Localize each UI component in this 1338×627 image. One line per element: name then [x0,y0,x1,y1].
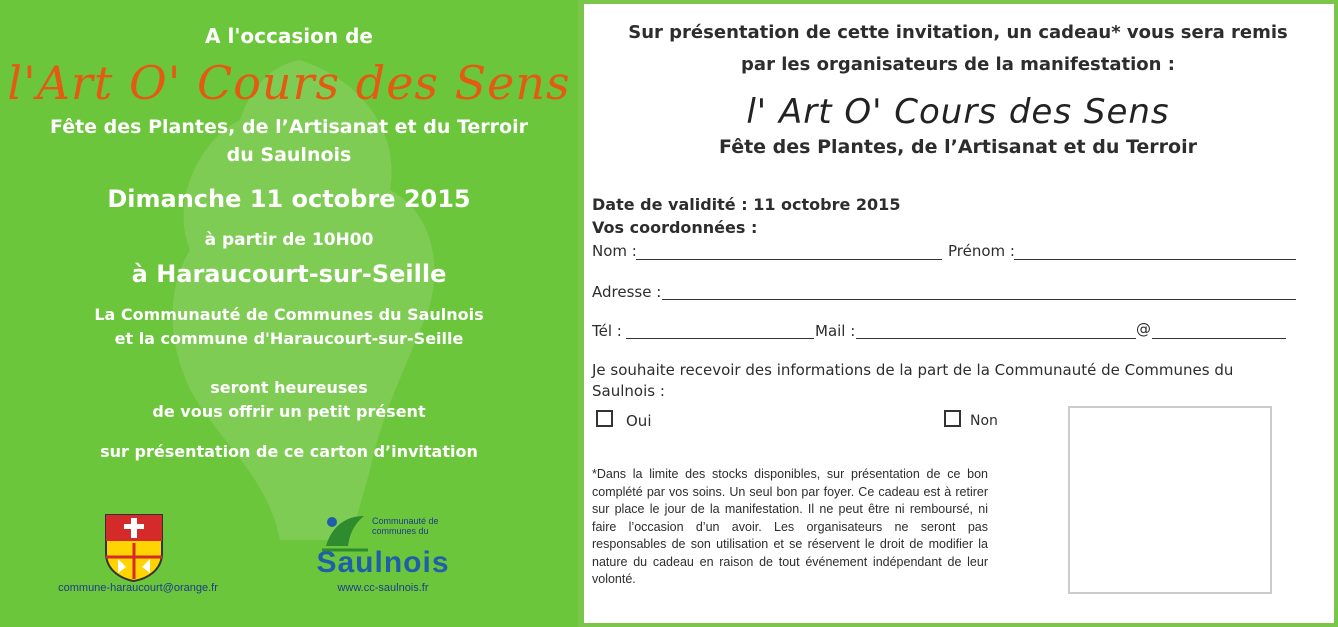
commune-email[interactable]: commune-haraucourt@orange.fr [58,582,218,594]
coat-of-arms-icon [104,513,164,583]
mail-domain-field[interactable] [1152,338,1286,339]
event-date: Dimanche 11 octobre 2015 [107,185,471,213]
offer-line3: sur présentation de ce carton d’invitation [100,442,478,461]
intro-line2: par les organisateurs de la manifestation : [741,54,1175,75]
tel-field[interactable] [626,338,814,339]
stamp-box [1068,406,1272,594]
coupon-event-title: l' Art O' Cours des Sens [746,92,1170,132]
invitation-left-panel [0,0,578,627]
nom-field[interactable] [636,259,942,260]
non-checkbox[interactable] [944,410,961,427]
adresse-field[interactable] [662,299,1296,300]
intro-line1: Sur présentation de cette invitation, un cadeau* vous sera remis [628,22,1288,43]
saulnois-logo-text: Saulnois [316,546,450,579]
at-sign: @ [1136,320,1151,338]
adresse-label: Adresse : [592,283,662,301]
offer-line1: seront heureuses [210,378,368,397]
offer-line2: de vous offrir un petit présent [152,402,426,421]
subtitle-line1: Fête des Plantes, de l’Artisanat et du Terroir [50,116,528,138]
saulnois-caption: Communauté de communes du [372,516,439,536]
org-line1: La Communauté de Communes du Saulnois [94,305,484,324]
event-title: l'Art O' Cours des Sens [7,56,571,110]
subtitle-line2: du Saulnois [226,144,352,166]
saulnois-website[interactable]: www.cc-saulnois.fr [337,582,429,594]
event-place: à Haraucourt-sur-Seille [131,260,447,288]
disclaimer-text: *Dans la limite des stocks disponibles, sur présentation de ce bon complété par vos soins. Un seul bon par foyer. Ce cadeau est à retirer sur place le jour de la manifestation. Il ne peut être ni remboursé, ni faire l’occasion d’un avoir. Les organisateurs ne seront pas responsables de son utilisation et se réservent le droit de modifier la nature du cadeau en raison de tout événement indépendant de leur volonté. [592,467,988,586]
prenom-field[interactable] [1014,259,1296,260]
validity-date: Date de validité : 11 octobre 2015 [592,195,901,214]
mail-field[interactable] [856,338,1136,339]
prenom-label: Prénom : [948,242,1015,260]
tel-label: Tél : [592,322,622,340]
nom-label: Nom : [592,242,637,260]
coupon-event-subtitle: Fête des Plantes, de l’Artisanat et du Terroir [719,136,1197,158]
coupon-right-panel [578,0,1338,627]
coords-heading: Vos coordonnées : [592,218,758,237]
oui-checkbox[interactable] [596,410,613,427]
event-time: à partir de 10H00 [204,230,374,250]
mail-label: Mail : [815,322,856,340]
oui-label: Oui [626,412,652,430]
occasion-text: A l'occasion de [205,24,373,48]
info-question: Je souhaite recevoir des informations de la part de la Communauté de Communes du Saulnois : [592,361,1234,400]
non-label: Non [970,413,998,429]
org-line2: et la commune d'Haraucourt-sur-Seille [114,329,464,348]
